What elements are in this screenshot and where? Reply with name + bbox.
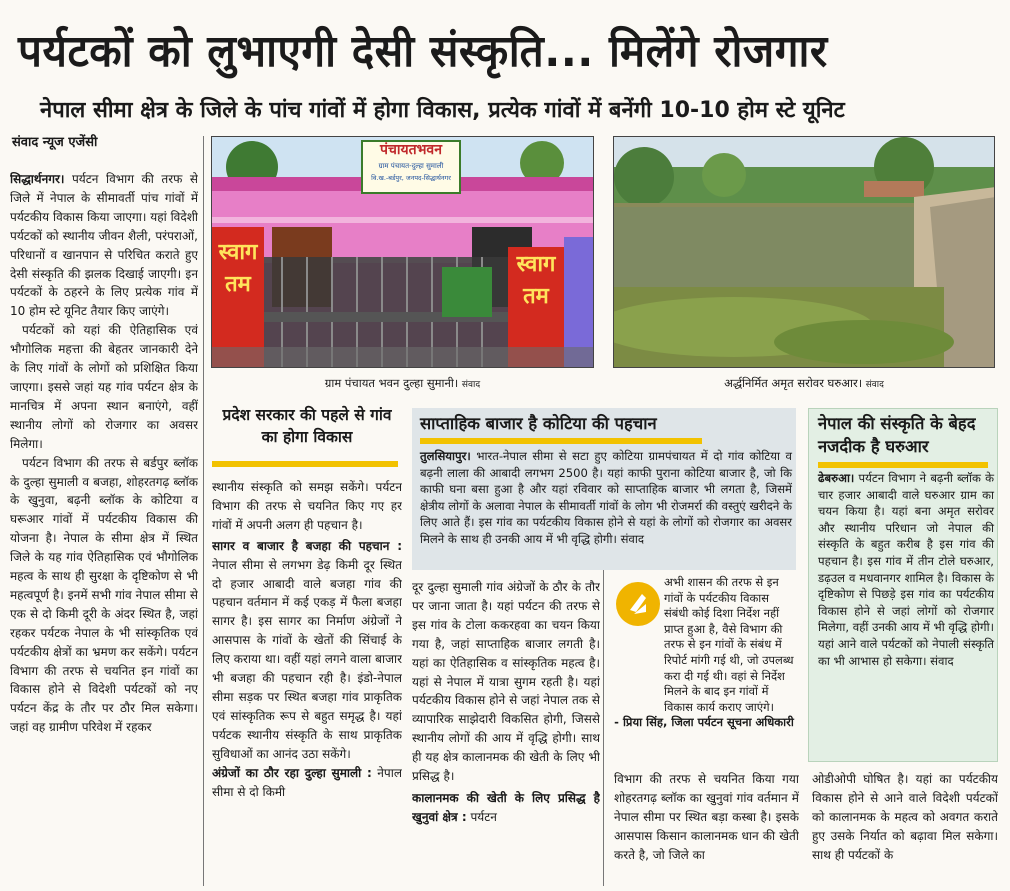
paragraph: भारत-नेपाल सीमा से सटा हुए कोटिया ग्रामपंचायत में दो गांव कोटिया व बढ़नी लाला की आबादी लगभग 2500 है। यहां काफी पुराना कोटिया बाजार है, जो कि काफी घना बसा हुआ है और यहां रविवार को साप्ताहिक बाजार भी लगता है, जिसमें क्षेत्रीय लोगों के अलावा नेपाल के सीमावर्ती गांवों के लोग भी रोजमर्रा की वस्तुएं खरीदने के लिए आते हैं। इस गांव का पर्यटकीय विकास होने से यहां के लोगों को रोजगार का अवसर मिलने के साथ ही उनकी आय में भी वृद्धि होगी।: [420, 449, 792, 546]
article-column-1: [10, 170, 198, 886]
article-column-3: [412, 578, 600, 886]
agency-byline: संवाद न्यूज एजेंसी: [12, 135, 98, 150]
photo-panchayat-bhawan: [211, 136, 594, 368]
column-rule: [203, 136, 204, 886]
paragraph: ओडीओपी घोषित है। यहां का पर्यटकीय विकास होने से आने वाले विदेशी पर्यटकों को कालानमक के महत्व को अवगत कराते हुए उसके निर्यात को बढ़ावा मिल सकेगा। साथ ही पर्यटकों के: [812, 772, 998, 862]
photo-caption-1: [211, 375, 594, 393]
paragraph: नेपाल सीमा से लगभग डेढ़ किमी दूर स्थित दो हजार आबादी वाले बजहा गांव की पहचान वर्तमान में कई एकड़ में फैला बजहा सागर है। इस सागर का निर्माण अंग्रेजों ने आसपास के गांवों के खेतों की सिंचाई के लिए कराया था। वहीं यहां लगने वाला बाजार भी बजहा की पहचान रही है। इंडो-नेपाल सीमा सड़क पर स्थित बजहा गांव प्राकृतिक एवं सांस्कृतिक रूप से बहुत समृद्ध है। यहां पर्यटक स्थानीय संस्कृति के साथ प्राकृतिक सुविधाओं का आनंद उठा सकेंगे।: [212, 557, 402, 761]
yellow-rule: [420, 438, 702, 444]
subheadline: नेपाल सीमा क्षेत्र के जिले के पांच गांवों में होगा विकास, प्रत्येक गांवों में बनेंगी 10-10 होम स्टे यूनिट: [40, 98, 845, 123]
yellow-rule: [818, 462, 988, 468]
photo-caption-2: [613, 375, 995, 393]
subhead: अंग्रेजों का ठौर रहा दुल्हा सुमाली :: [212, 765, 372, 780]
quote-speaker: - प्रिया सिंह, जिला पर्यटन सूचना अधिकारी: [614, 715, 794, 730]
dateline: तुलसियापुर।: [420, 449, 471, 463]
paragraph: पर्यटन विभाग की तरफ से बर्डपुर ब्लॉक के दुल्हा सुमाली व बजहा, शोहरतगढ़ ब्लॉक के खुनुवा, बढ़नी ब्लॉक के कोटिया व घरूआर गांवों में पर्यटकीय विकास की योजना है। नेपाल के सीमा क्षेत्र में स्थित जिले के यह गांव ऐतिहासिक एवं भौगोलिक महत्व के साथ ही सुरक्षा के दृष्टिकोण से भी महत्वपूर्ण है। इनमें सभी गांव नेपाल सीमा से एक से दो किमी दूरी के अंदर स्थित है, जहां रहकर पर्यटक नेपाल के भी सांस्कृतिक एवं पर्यटकीय क्षेत्रों का भ्रमण कर सकेंगे। पर्यटन विभाग की तरफ से चयनित इन गांवों का विकास होने से विदेशी पर्यटकों को नए पर्यटन केंद्र के तौर पर ठौर मिल सकेगा। जहां वह ग्रामीण परिवेश में रहकर: [10, 455, 198, 735]
article-column-4: [614, 770, 799, 886]
article-column-5: [812, 770, 998, 886]
photo-amrit-sarovar: [613, 136, 995, 368]
dateline: ढेबरुआ।: [818, 471, 855, 485]
welcome-sign-right: स्वागतम: [516, 252, 556, 309]
article-column-2: [212, 478, 402, 886]
box-kotiya-body: [420, 448, 792, 547]
caption-text: अर्द्धनिर्मित अमृत सरोवर घरुआर।: [724, 376, 863, 390]
box-title: साप्ताहिक बाजार है कोटिया की पहचान: [420, 414, 657, 433]
photo-credit: संवाद: [865, 380, 884, 390]
box-prade-sarkar: [212, 404, 402, 462]
paragraph: स्थानीय संस्कृति को समझ सकेंगे। पर्यटन विभाग की तरफ से चयनित किए गए हर गांवों में अपनी अलग ही पहचान है।: [212, 480, 402, 532]
board-subtitle: वि.ख.-बर्डपुर, जनपद-सिद्धार्थनगर: [371, 174, 451, 182]
paragraph: पर्यटन विभाग ने बढ़नी ब्लॉक के चार हजार आबादी वाले घरुआर ग्राम का चयन किया है। यहां बना अमृत सरोवर और स्थानीय परिधान जो नेपाल की संस्कृति के बहुत करीब है इस गांव की पहचान है। इस गांव में तीन टोले घरुआर, डढ़उल व मधवानगर शामिल है। विकास के दृष्टिकोण से पिछड़े इस गांव का पर्यटकीय विकास होने से जहां लोगों को रोजगार मिलेगा, वहीं उनकी आय में भी वृद्धि होगी। यहां आने वाले पर्यटकों को नेपाली संस्कृति का भी आभास हो सकेगा।: [818, 471, 995, 668]
amrit-sarovar-illustration: [614, 137, 995, 368]
paragraph: नेपाल सीमा से दो किमी: [212, 765, 402, 799]
board-title: पंचायतभवन: [380, 142, 442, 158]
credit: संवाद: [930, 653, 954, 668]
paragraph: पर्यटकों को यहां की ऐतिहासिक एवं भौगोलिक महत्ता की बेहतर जानकारी देने के लिए गांवों के लोगों को प्रशिक्षित किया जाएगा। इससे जहां यह गांव पर्यटन क्षेत्र के मानचित्र में अपना स्थान बनाएंगे, वहीं स्थानीय लोगों को रोजगार का अवसर मिलेगा।: [10, 323, 198, 451]
subhead: सागर व बाजार है बजहा की पहचान :: [212, 538, 402, 553]
paragraph: विभाग की तरफ से चयनित किया गया शोहरतगढ़ ब्लॉक का खुनुवां गांव वर्तमान में नेपाल सीमा पर स्थित बड़ा कस्बा है। इसके आसपास किसान कालानमक धान की खेती करते है, जो जिले का: [614, 772, 799, 862]
caption-text: ग्राम पंचायत भवन दुल्हा सुमानी।: [324, 376, 459, 390]
quote-block: [614, 575, 794, 731]
board-subtitle: ग्राम पंचायत-दुल्हा सुमाली: [378, 162, 444, 170]
headline: पर्यटकों को लुभाएगी देसी संस्कृति... मिलेंगे रोजगार: [18, 26, 828, 77]
yellow-rule: [212, 461, 398, 467]
paragraph: पर्यटन: [470, 809, 497, 824]
box-gharuar-body: [818, 470, 994, 669]
quote-text: अभी शासन की तरफ से इन गांवों के पर्यटकीय विकास संबंधी कोई दिशा निर्देश नहीं प्राप्त हुआ है, वैसे विभाग की तरफ से इन गांवों के संबंध में रिपोर्ट मांगी गई थी, जो उपलब्ध करा दी गई थी। वहां से निर्देश मिलने के बाद इन गांवों में विकास कार्य कराए जाएंगे।: [664, 575, 794, 714]
photo-credit: संवाद: [461, 380, 481, 390]
paragraph: दूर दुल्हा सुमाली गांव अंग्रेजों के ठौर के तौर पर जाना जाता है। यहां पर्यटन की तरफ से इस गांव के टोला ककरहवा का चयन किया गया है, जहां साप्ताहिक बाजार लगती है। यहां का ऐतिहासिक व सांस्कृतिक महत्व है। यहां से नेपाल में यात्रा सुगम रहती है। यहां पर्यटकीय विकास होने से जहां नेपाल तक से व्यापारिक साझेदारी विकसित होगी, जिससे स्थानीय लोगों की आय में वृद्धि होगी। साथ ही यह क्षेत्र कालानमक की खेती के लिए भी प्रसिद्ध है।: [412, 580, 600, 784]
box-title: प्रदेश सरकार की पहले से गांव का होगा विकास: [222, 406, 392, 446]
dateline: सिद्धार्थनगर।: [10, 172, 65, 186]
welcome-sign-left: स्वागतम: [218, 240, 258, 297]
box-title: नेपाल की संस्कृति के बेहद नजदीक है घरुआर: [818, 414, 976, 456]
paragraph: पर्यटन विभाग की तरफ से जिले में नेपाल के सीमावर्ती पांच गांवों में पर्यटकीय विकास किया जाएगा। यहां विदेशी पर्यटकों को स्थानीय जीवन शैली, परंपराओं, परिधानों व खानपान से परिचित कराते हुए देसी संस्कृति की झलक दिखाई जाएगी। इन पर्यटकों के ठहरने के लिए प्रत्येक गांव में 10 होम स्टे यूनिट तैयार किए जाएंगे।: [10, 172, 198, 319]
subhead: कालानमक की खेती के लिए प्रसिद्ध है खुनुवां क्षेत्र :: [412, 790, 600, 824]
credit: संवाद: [620, 531, 645, 546]
